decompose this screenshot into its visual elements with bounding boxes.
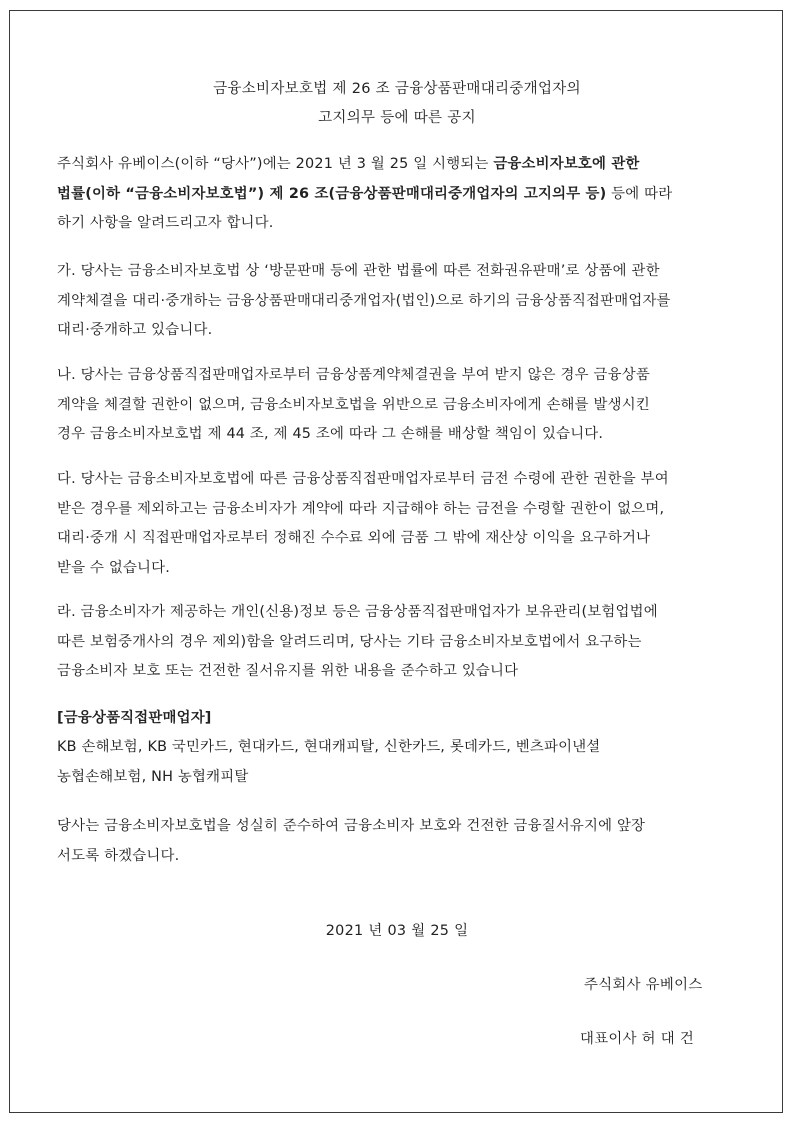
item-da-line: 대리·중개 시 직접판매업자로부터 정해진 수수료 외에 금품 그 밖에 재산상 이익을 요구하거나 — [57, 530, 651, 546]
providers-heading: [금융상품직접판매업자] — [57, 710, 212, 726]
item-da-line: 받은 경우를 제외하고는 금융소비자가 계약에 따라 지급해야 하는 금전을 수령할 권한이 없으며, — [57, 500, 665, 517]
intro-paragraph — [57, 150, 747, 239]
providers-list — [57, 733, 747, 792]
ceo-name: 대표이사 허 대 건 — [580, 1031, 695, 1047]
closing-paragraph — [57, 812, 747, 871]
item-da-paragraph — [57, 465, 747, 583]
item-na-line: 나. 당사는 금융상품직접판매업자로부터 금융상품계약체결권을 부여 받지 않은 경우 금융상품 — [57, 367, 650, 383]
providers-line-2: 농협손해보험, NH 농협캐피탈 — [57, 768, 249, 785]
notice-title-line-2: 고지의무 등에 따른 공지 — [318, 110, 476, 126]
item-ra-paragraph — [57, 598, 747, 687]
notice-date: 2021 년 03 월 25 일 — [325, 923, 469, 939]
company-name: 주식회사 유베이스 — [584, 977, 703, 993]
item-ga-line: 대리·중개하고 있습니다. — [57, 322, 213, 338]
intro-text: 주식회사 유베이스(이하 “당사”)에는 2021 년 3 월 25 일 시행되는 — [57, 156, 494, 172]
item-ga-paragraph — [57, 257, 747, 346]
item-da-line: 받을 수 없습니다. — [57, 559, 171, 576]
item-ra-line: 따른 보험중개사의 경우 제외)함을 알려드리며, 당사는 기타 금융소비자보호법에서 요구하는 — [57, 633, 642, 650]
intro-line-3: 하기 사항을 알려드리고자 합니다. — [57, 215, 274, 231]
intro-text: 등에 따라 — [606, 185, 673, 202]
intro-bold-text: 법률(이하 “금융소비자보호법”) 제 26 조(금융상품판매대리중개업자의 고지의무 등) — [57, 185, 607, 202]
providers-line-1: KB 손해보험, KB 국민카드, 현대카드, 현대캐피탈, 신한카드, 롯데카드, 벤츠파이낸셜 — [57, 739, 601, 755]
item-na-line: 계약을 체결할 권한이 없으며, 금융소비자보호법을 위반으로 금융소비자에게 손해를 발생시킨 — [57, 396, 650, 413]
intro-line-1 — [57, 150, 747, 180]
closing-line-1: 당사는 금융소비자보호법을 성실히 준수하여 금융소비자 보호와 건전한 금융질서유지에 앞장 — [57, 818, 646, 834]
item-ga-line: 가. 당사는 금융소비자보호법 상 ‘방문판매 등에 관한 법률에 따른 전화권유판매’로 상품에 관한 — [57, 263, 660, 279]
notice-title-line-1: 금융소비자보호법 제 26 조 금융상품판매대리중개업자의 — [213, 81, 581, 97]
intro-bold-text: 금융소비자보호에 관한 — [493, 156, 640, 172]
item-ga-line: 계약체결을 대리·중개하는 금융상품판매대리중개업자(법인)으로 하기의 금융상품직접판매업자를 — [57, 292, 671, 309]
item-ra-line: 금융소비자 보호 또는 건전한 질서유지를 위한 내용을 준수하고 있습니다 — [57, 663, 519, 679]
item-na-paragraph — [57, 361, 747, 450]
item-ra-line: 라. 금융소비자가 제공하는 개인(신용)정보 등은 금융상품직접판매업자가 보유관리(보험업법에 — [57, 604, 658, 620]
closing-line-2: 서도록 하겠습니다. — [57, 847, 180, 864]
item-da-line: 다. 당사는 금융소비자보호법에 따른 금융상품직접판매업자로부터 금전 수령에 관한 권한을 부여 — [57, 471, 669, 487]
intro-line-2 — [57, 180, 747, 210]
item-na-line: 경우 금융소비자보호법 제 44 조, 제 45 조에 따라 그 손해를 배상할 책임이 있습니다. — [57, 426, 604, 442]
